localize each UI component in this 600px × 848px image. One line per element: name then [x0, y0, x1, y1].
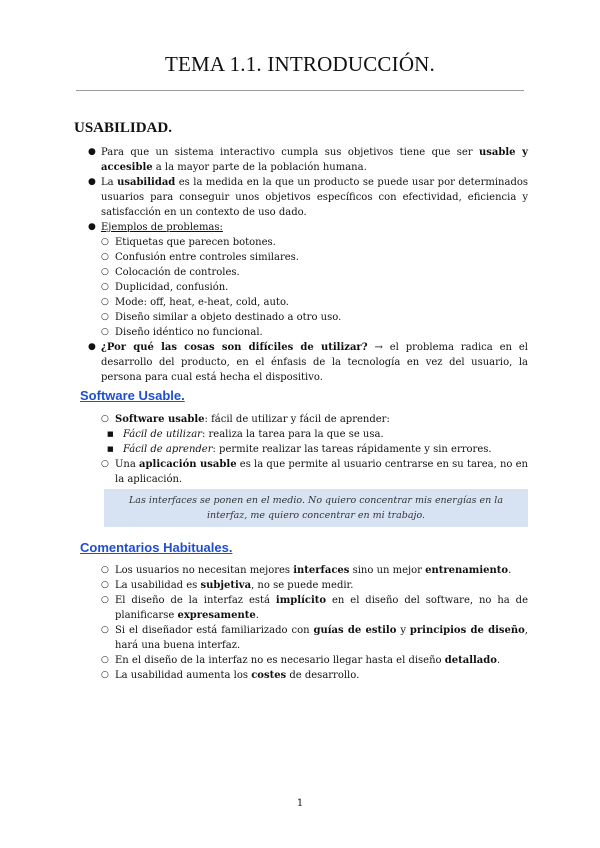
list-item: ■ Fácil de utilizar: realiza la tarea para la que se usa. [107, 429, 384, 440]
list-item: ○ Mode: off, heat, e-heat, cold, auto. [101, 297, 289, 308]
bullet-circle-icon: ○ [101, 414, 109, 424]
usabilidad-list [0, 145, 600, 385]
bullet-circle-icon: ○ [101, 580, 109, 590]
bullet-circle-icon: ○ [101, 595, 109, 605]
list-item: ○ Los usuarios no necesitan mejores interfaces sino un mejor entrenamiento. [101, 565, 512, 576]
bullet-circle-icon: ○ [101, 312, 109, 322]
list-item: ○ Etiquetas que parecen botones. [101, 237, 276, 248]
bullet-circle-icon: ○ [101, 237, 109, 247]
bullet-circle-icon: ○ [101, 459, 109, 469]
bullet-circle-icon: ○ [101, 565, 109, 575]
section-heading-software-usable[interactable]: Software Usable. [80, 388, 185, 403]
list-item: ○ El diseño de la interfaz está implícito en el diseño del software, no ha de planificarse expresamente. [101, 595, 528, 621]
quote-box: Las interfaces se ponen en el medio. No quiero concentrar mis energías en la interfaz, me quiero concentrar en mi trabajo. [104, 489, 528, 527]
bullet-square-icon: ■ [107, 430, 114, 438]
list-item: ○ La usabilidad aumenta los costes de desarrollo. [101, 670, 360, 681]
list-item: ● Ejemplos de problemas: [88, 222, 223, 233]
list-item: ○ En el diseño de la interfaz no es necesario llegar hasta el diseño detallado. [101, 655, 501, 666]
list-item: ● La usabilidad es la medida en la que un producto se puede usar por determinados usuarios para conseguir unos objetivos específicos con efectividad, eficiencia y satisfacción en un contexto de uso dado. [88, 177, 528, 218]
bullet-square-icon: ■ [107, 445, 114, 453]
bullet-circle-icon: ○ [101, 267, 109, 277]
list-item: ○ Una aplicación usable es la que permite al usuario centrarse en su tarea, no en la aplicación. [101, 459, 528, 485]
bullet-circle-icon: ○ [101, 282, 109, 292]
page-title: TEMA 1.1. INTRODUCCIÓN. [164, 52, 435, 76]
list-item: ● ¿Por qué las cosas son difíciles de utilizar? → el problema radica en el desarrollo del producto, en el énfasis de la tecnología en vez del usuario, la persona para cual está hecha el dispositivo. [88, 342, 528, 383]
software-list [0, 412, 600, 487]
list-item: ○ La usabilidad es subjetiva, no se puede medir. [101, 580, 354, 591]
page-number: 1 [296, 798, 304, 809]
section-heading-comentarios[interactable]: Comentarios Habituales. [80, 540, 233, 555]
bullet-circle-icon: ○ [101, 327, 109, 337]
list-item: ○ Diseño similar a objeto destinado a otro uso. [101, 312, 342, 323]
list-item: ○ Software usable: fácil de utilizar y fácil de aprender: [101, 414, 390, 425]
bullet-circle-icon: ○ [101, 655, 109, 665]
bullet-disc-icon: ● [88, 342, 96, 352]
list-item: ○ Diseño idéntico no funcional. [101, 327, 263, 338]
bullet-disc-icon: ● [88, 177, 96, 187]
bullet-disc-icon: ● [88, 147, 96, 157]
bullet-circle-icon: ○ [101, 297, 109, 307]
list-item: ○ Colocación de controles. [101, 267, 240, 278]
section-heading-usabilidad: USABILIDAD. [74, 120, 172, 136]
bullet-circle-icon: ○ [101, 252, 109, 262]
list-item: ● Para que un sistema interactivo cumpla sus objetivos tiene que ser usable y accesible a la mayor parte de la población humana. [88, 147, 528, 173]
list-item: ○ Confusión entre controles similares. [101, 252, 299, 263]
list-item: ■ Fácil de aprender: permite realizar las tareas rápidamente y sin errores. [107, 444, 492, 455]
bullet-circle-icon: ○ [101, 670, 109, 680]
list-item: ○ Duplicidad, confusión. [101, 282, 229, 293]
bullet-circle-icon: ○ [101, 625, 109, 635]
list-item: ○ Si el diseñador está familiarizado con guías de estilo y principios de diseño, hará una buena interfaz. [101, 625, 528, 651]
title-divider [76, 90, 524, 91]
comentarios-list [0, 563, 600, 683]
bullet-disc-icon: ● [88, 222, 96, 232]
